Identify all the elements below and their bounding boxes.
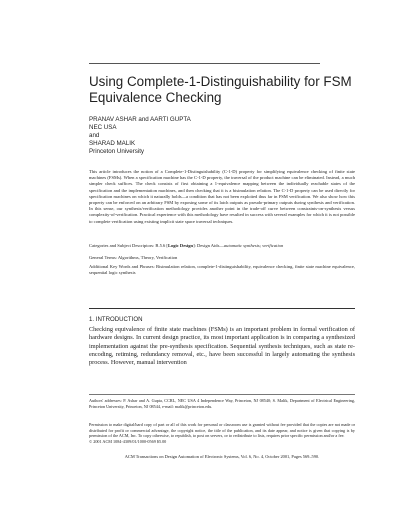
keywords: Additional Key Words and Phrases: Bisimulation relation, complete-1-distinguishability, equivalence checking, finite state machine equivalence, sequential logic synthesis (89, 264, 355, 276)
section-rule (89, 308, 355, 309)
journal-footer: ACM Transactions on Design Automation of Electronic Systems, Vol. 6, No. 4, October 2001, Pages 569–590. (124, 454, 320, 459)
section-body-text: Checking equivalence of finite state machines (FSMs) is an important problem in formal verification of hardware designs. In current design practice, its most important application is in comparing a synthesized implementation against the pre-synthesis specification. Sequential synthesis techniques, such as state re-encoding, retiming, redundancy removal, etc., have been successful in largely automating the synthesis process. However, manual intervention (89, 326, 355, 366)
permission-text: Permission to make digital/hard copy of part or all of this work for personal or classroom use is granted without fee provided that the copies are not made or distributed for profit or commercial advantage, the copyright notice, the title of the publication, and its date appear, and notice is given that copying is by permission of the ACM, Inc. To copy otherwise, to republish, to post on servers, or to redistribute to lists, requires prior specific permission and/or a fee. (89, 422, 355, 439)
top-rule (89, 63, 320, 64)
section-heading: 1. INTRODUCTION (89, 316, 143, 323)
authors-address-footnote: Authors' addresses: P. Ashar and A. Gupta, CCRL, NEC USA 4 Independence Way, Princeton, NJ 08540; S. Malik, Department of Electrical Engineering, Princeton University, Princeton, NJ 08544, e-mail: malik@princeton.edu. (89, 398, 355, 409)
general-terms: General Terms: Algorithms, Theory, Verification (89, 255, 178, 260)
author-line-2: SHARAD MALIK (89, 140, 136, 147)
permission-footnote (89, 422, 355, 445)
categories-lead: Categories and Subject Descriptors: B.5.6 [ (89, 243, 168, 248)
abstract: This article introduces the notion of a Complete-1-Distinguishability (C-1-D) property for simplifying equivalence checking of finite state machines (FSMs). When a specification machine has the C-1-D property, the traversal of the product machine can be eliminated. Instead, a much simpler check suffices. The check consists of first obtaining a 1-equivalence mapping between the individually reachable states of the specification and the implementation machines, and then checking that it is a bisimulation relation. The C-1-D property can be used directly for specification machines on which it naturally holds—a condition that has not been exploited thus far in FSM verification. We also show how this property can be enforced on an arbitrary FSM by exposing some of its latch outputs as pseudo-primary outputs during synthesis and verification. In this sense, our synthesis/verification methodology provides another point in the trade-off curve between constraints-on-synthesis versus complexity-of-verification. Practical experience with this methodology have resulted in success with several examples for which it is not possible to complete verification using existing implicit state space traversal techniques. (89, 169, 355, 224)
author-affiliation-2: Princeton University (89, 148, 145, 155)
copyright-line: © 2001 ACM 1084-4309/01/1000-0569 $5.00 (89, 439, 167, 445)
author-line-1: PRANAV ASHAR and AARTI GUPTA (89, 116, 191, 123)
categories-italic: automatic synthesis; verification (223, 243, 284, 248)
categories-rest: ]: Design Aids— (193, 243, 224, 248)
paper-title: Using Complete-1-Distinguishability for FSM Equivalence Checking (89, 74, 352, 105)
author-affiliation-1: NEC USA (89, 124, 117, 131)
author-conjunction: and (89, 132, 100, 139)
categories-bold: Logic Design (167, 243, 194, 248)
footnote-rule (89, 394, 355, 395)
categories-descriptors (89, 243, 355, 249)
